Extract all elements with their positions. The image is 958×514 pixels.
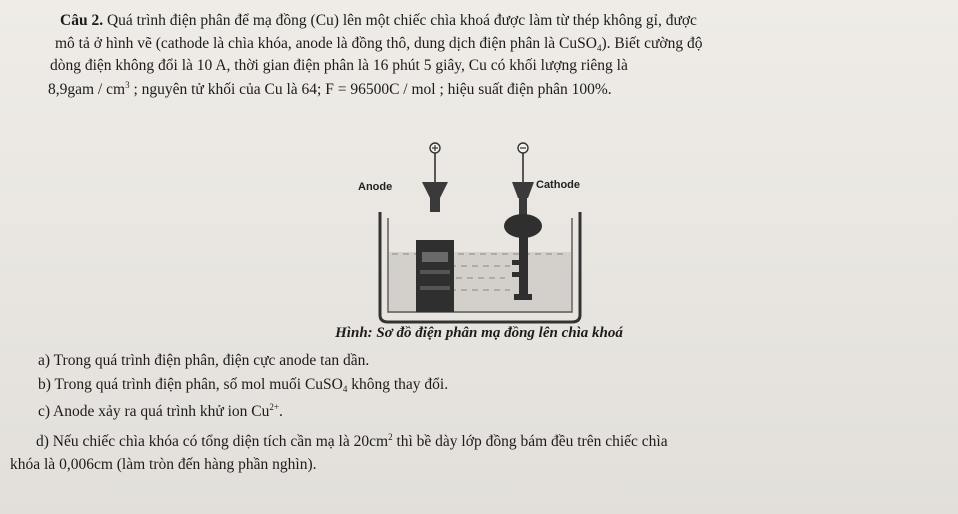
negative-terminal-icon xyxy=(518,143,528,153)
statement-c xyxy=(38,403,283,421)
anode-label: Anode xyxy=(358,181,393,193)
electroplating-diagram xyxy=(340,140,620,325)
statement-c-text-2: . xyxy=(278,403,283,420)
question-intro-text-1: Quá trình điện phân để mạ đồng (Cu) lên một chiếc chìa khoá được làm từ thép không gỉ, được xyxy=(106,12,697,29)
statement-b-subscript: 4 xyxy=(342,384,348,394)
question-intro-text-4b: ; nguyên tử khối của Cu là 64; F = 96500C / mol ; hiệu suất điện phân 100%. xyxy=(133,81,612,98)
question-intro-text-2a: mô tả ở hình vẽ (cathode là chìa khóa, anode là đồng thô, dung dịch điện phân là CuSO xyxy=(55,35,597,52)
question-line-3 xyxy=(50,57,628,75)
cathode-label: Cathode xyxy=(536,179,580,191)
cuso4-subscript: 4 xyxy=(596,43,602,53)
statement-d-line-2: khóa là 0,006cm (làm tròn đến hàng phần nghìn). xyxy=(10,456,317,473)
question-line-2 xyxy=(55,35,702,53)
statement-d-text-1: d) Nếu chiếc chìa khóa có tổng diện tích cần mạ là 20cm xyxy=(36,433,389,450)
statement-d-text-2: thì bề dày lớp đồng bám đều trên chiếc chìa xyxy=(392,433,668,450)
statement-c-superscript: 2+ xyxy=(269,402,279,412)
statement-a: a) Trong quá trình điện phân, điện cực anode tan dần. xyxy=(38,352,370,369)
question-line-4 xyxy=(48,81,612,99)
figure-caption: Hình: Sơ đồ điện phân mạ đồng lên chìa khoá xyxy=(335,325,623,341)
statement-b xyxy=(38,376,448,394)
positive-terminal-icon xyxy=(430,143,440,153)
question-line-1 xyxy=(60,12,697,30)
statement-c-text-1: c) Anode xảy ra quá trình khử ion Cu xyxy=(38,403,270,420)
question-number: Câu 2. xyxy=(60,12,104,29)
question-intro-text-3: dòng điện không đổi là 10 A, thời gian điện phân là 16 phút 5 giây, Cu có khối lượng riêng là xyxy=(50,57,628,74)
statement-b-text-2: không thay đổi. xyxy=(347,376,449,393)
anode-electrode-icon xyxy=(416,182,454,312)
question-intro-text-2b: ). Biết cường độ xyxy=(601,35,703,52)
question-intro-text-4a: 8,9gam / cm xyxy=(48,81,126,98)
statement-d-line-1 xyxy=(36,433,668,451)
statement-d-superscript: 2 xyxy=(388,432,393,442)
density-superscript: 3 xyxy=(125,80,130,90)
statement-b-text-1: b) Trong quá trình điện phân, số mol muối CuSO xyxy=(38,376,343,393)
